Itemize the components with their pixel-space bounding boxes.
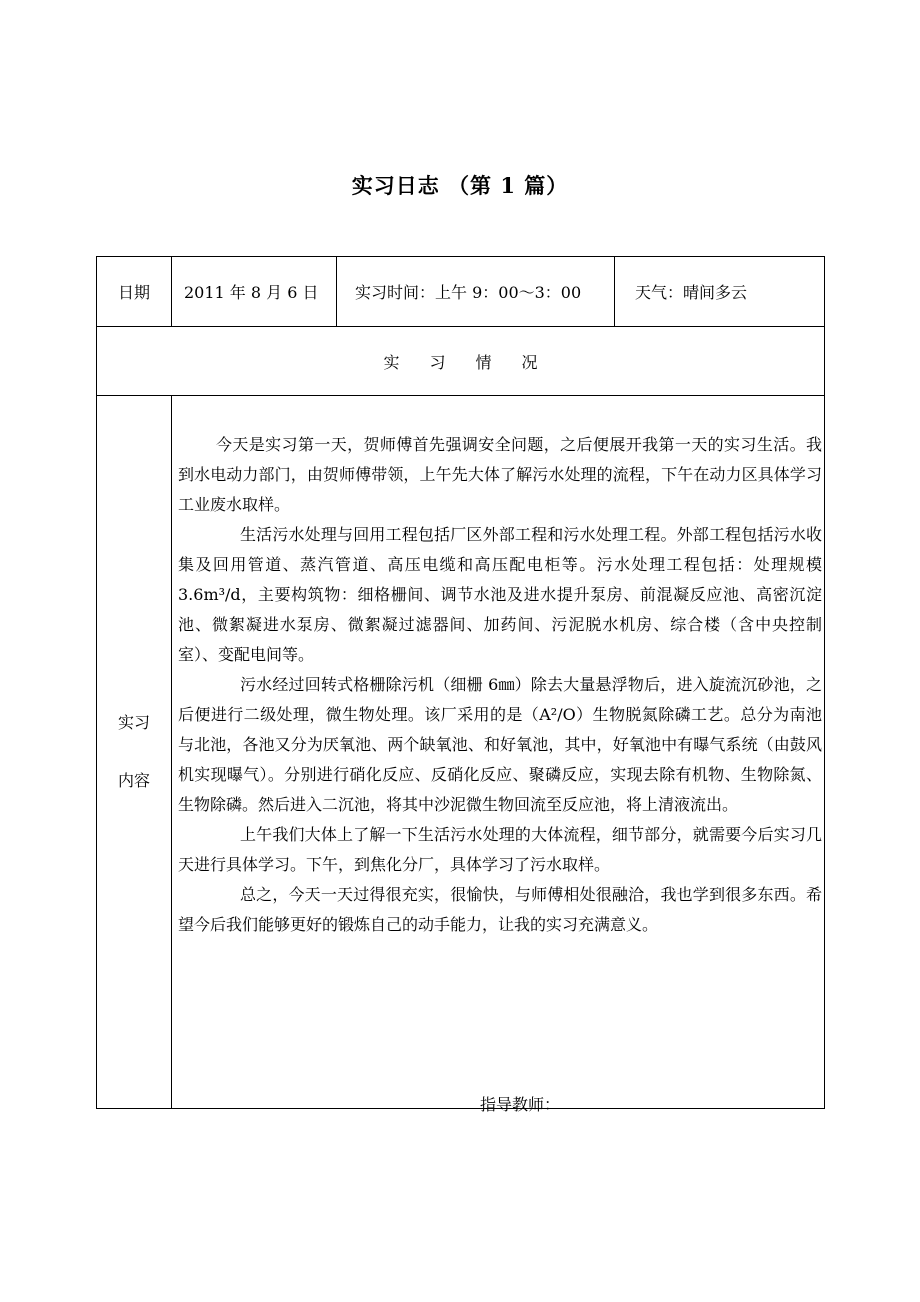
content-row [97,396,825,1109]
content-label-cell [97,396,172,1109]
content-label-line1: 实习 [117,713,150,732]
log-table [96,256,825,1109]
page-title: 实习日志 （第 1 篇） [351,173,569,198]
header-row [97,257,825,327]
section-row [97,327,825,396]
date-value: 2011 年 8 月 6 日 [172,257,337,327]
time-value: 实习时间：上午 9：00～3：00 [337,257,615,327]
content-label-line2: 内容 [117,771,150,790]
paragraph: 污水经过回转式格栅除污机（细栅 6㎜）除去大量悬浮物后，进入旋流沉砂池，之后便进行二级处理，微生物处理。该厂采用的是（A²/O）生物脱氮除磷工艺。总分为南池与北池，各池又分为厌氧池、两个缺氧池、和好氧池，其中，好氧池中有曝气系统（由鼓风机实现曝气）。分别进行硝化反应、反硝化反应、聚磷反应，实现去除有机物、生物除氮、生物除磷。然后进入二沉池，将其中沙泥微生物回流至反应池，将上清液流出。 [178,675,822,814]
signature-line [590,1108,754,1109]
paragraph: 总之，今天一天过得很充实，很愉快，与师傅相处很融洽，我也学到很多东西。希望今后我们能够更好的锻炼自己的动手能力，让我的实习充满意义。 [178,885,822,934]
paragraph: 上午我们大体上了解一下生活污水处理的大体流程，细节部分，就需要今后实习几天进行具体学习。下午，到焦化分厂，具体学习了污水取样。 [178,825,822,874]
paragraph: 生活污水处理与回用工程包括厂区外部工程和污水处理工程。外部工程包括污水收集及回用管道、蒸汽管道、高压电缆和高压配电柜等。污水处理工程包括：处理规模 3.6m³/d，主要构筑物：细格栅间、调节水池及进水提升泵房、前混凝反应池、高密沉淀池、微絮凝进水泵房、微絮凝过滤器间、加药间、污泥脱水机房、综合楼（含中央控制室）、变配电间等。 [178,525,822,664]
weather-value: 天气：晴间多云 [615,257,825,327]
section-title: 实习情况 [97,327,825,396]
paragraph: 今天是实习第一天，贺师傅首先强调安全问题，之后便展开我第一天的实习生活。我到水电动力部门，由贺师傅带领，上午先大体了解污水处理的流程，下午在动力区具体学习工业废水取样。 [178,435,822,514]
supervisor-label: 指导教师： [480,1095,561,1114]
date-label: 日期 [97,257,172,327]
content-body [172,396,825,1109]
